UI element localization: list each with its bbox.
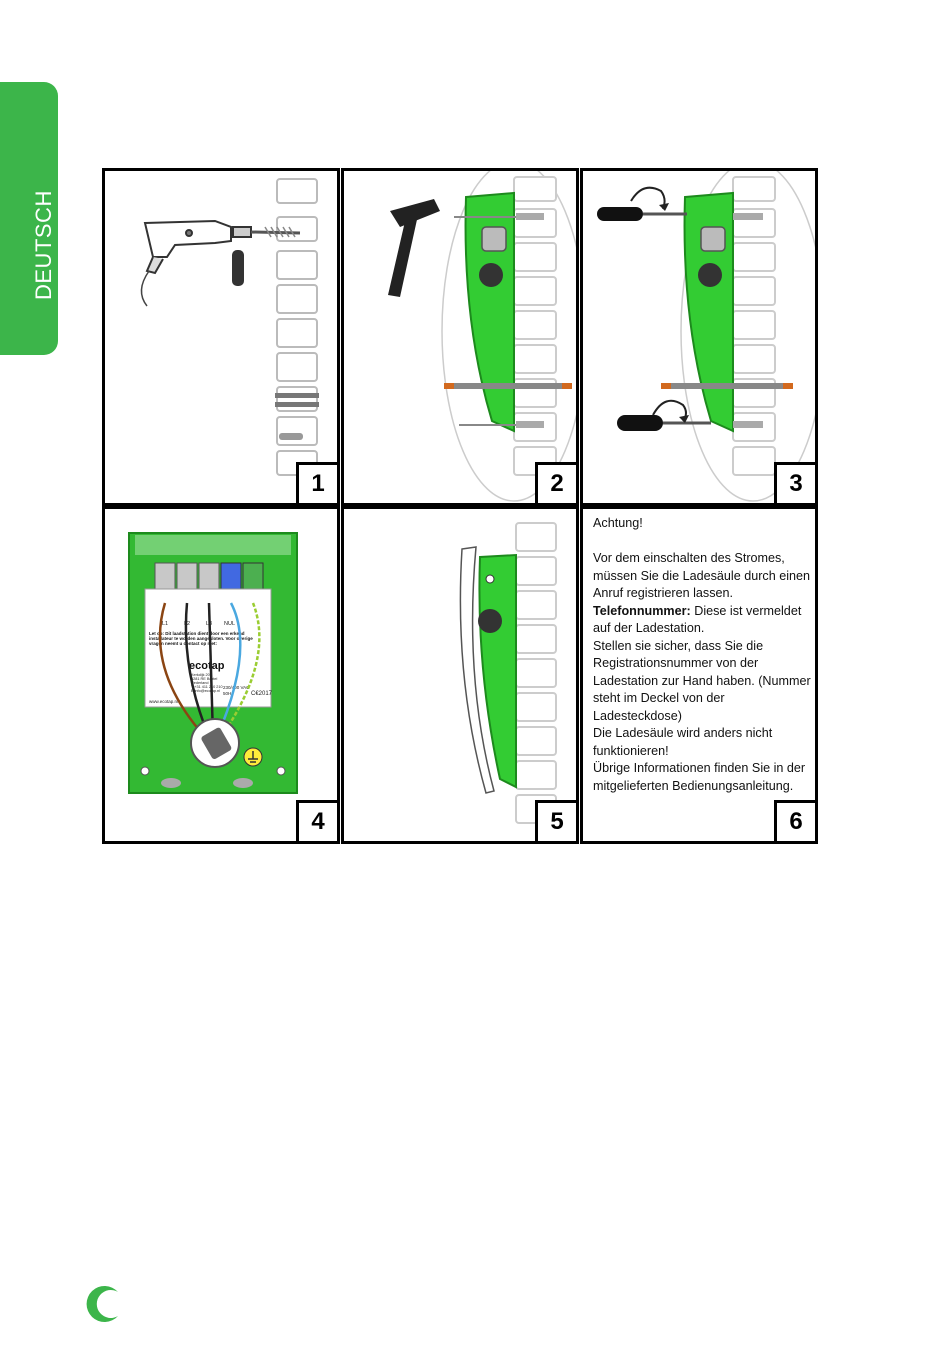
svg-text:NUL: NUL xyxy=(224,621,236,627)
wall-bricks xyxy=(514,177,556,475)
notice-line-5: Übrige Informationen finden Sie in der mitgelieferten Bedienungsanleitung. xyxy=(593,761,806,793)
cable-entry xyxy=(444,383,570,389)
phone-label: Telefonnummer: xyxy=(593,603,691,618)
step-3-panel xyxy=(580,168,818,506)
svg-text:Kerkdijk 20: Kerkdijk 20 xyxy=(191,673,210,677)
wall-bricks xyxy=(516,523,556,823)
cable-entry xyxy=(661,383,791,389)
socket-cover xyxy=(701,227,725,251)
wall-plug xyxy=(279,433,303,440)
mount-illustration xyxy=(344,171,579,506)
step-number: 6 xyxy=(774,800,815,841)
step-number: 1 xyxy=(296,462,337,503)
step-6-panel xyxy=(580,506,818,844)
brand-label: ecotap xyxy=(189,660,225,672)
svg-text:T +31 411 210 210: T +31 411 210 210 xyxy=(191,685,223,689)
frequency-label: 50Hz xyxy=(223,691,234,696)
notice-heading: Achtung! xyxy=(593,516,643,530)
screwdriver-bottom-icon xyxy=(617,401,711,431)
notice-line-2: Telefonnummer: Diese ist vermeldet auf der Ladestation. xyxy=(593,603,802,635)
step-number: 3 xyxy=(774,462,815,503)
svg-text:L2: L2 xyxy=(184,621,191,627)
svg-text:5281 RE Boxtel: 5281 RE Boxtel xyxy=(191,677,218,681)
installer-notice: Let op: Dit laadstation dient door een erkend installateur te worden aangesloten. Voor overige vragen neemt u contact op met: xyxy=(149,631,253,646)
ce-mark: C€2017 xyxy=(251,691,273,697)
socket-icon xyxy=(478,609,502,633)
drill-illustration xyxy=(105,171,340,506)
hammer-icon xyxy=(388,199,440,297)
step-5-panel xyxy=(341,506,579,844)
step-2-panel xyxy=(341,168,579,506)
voltage-label: 230/400 VAC xyxy=(223,685,250,690)
step-number: 4 xyxy=(296,800,337,841)
screw-illustration xyxy=(583,171,818,506)
drill-hole-lower xyxy=(275,393,319,398)
language-tab xyxy=(0,82,58,355)
wall-bricks xyxy=(277,179,317,475)
notice-text xyxy=(593,515,815,795)
socket-cover xyxy=(482,227,506,251)
notice-line-3: Stellen sie sicher, dass Sie die Registrationsnummer von der Ladestation zur Hand haben. (Nummer steht im Deckel von der Ladesteckdose) xyxy=(593,638,811,723)
language-label: DEUTSCH xyxy=(31,190,56,300)
svg-text:L1: L1 xyxy=(162,621,169,627)
svg-text:E info@ecotap.nl: E info@ecotap.nl xyxy=(191,689,220,693)
screwdriver-top-icon xyxy=(597,188,687,221)
notice-line-1: Vor dem einschalten des Stromes, müssen Sie die Ladesäule durch einen Anruf registrieren lassen. xyxy=(593,551,811,600)
website-label: www.ecotap.nl xyxy=(149,699,179,704)
svg-text:Nederland: Nederland xyxy=(191,681,209,685)
socket-icon xyxy=(698,263,722,287)
wall-bricks xyxy=(733,177,775,475)
socket-icon xyxy=(479,263,503,287)
step-number: 2 xyxy=(535,462,576,503)
wiring-illustration xyxy=(105,509,340,844)
step-1-panel xyxy=(102,168,340,506)
notice-line-4: Die Ladesäule wird anders nicht funktionieren! xyxy=(593,726,773,758)
svg-text:L3: L3 xyxy=(206,621,213,627)
close-illustration xyxy=(344,509,579,844)
step-4-panel xyxy=(102,506,340,844)
ecotap-logo-icon xyxy=(80,1282,124,1326)
step-number: 5 xyxy=(535,800,576,841)
